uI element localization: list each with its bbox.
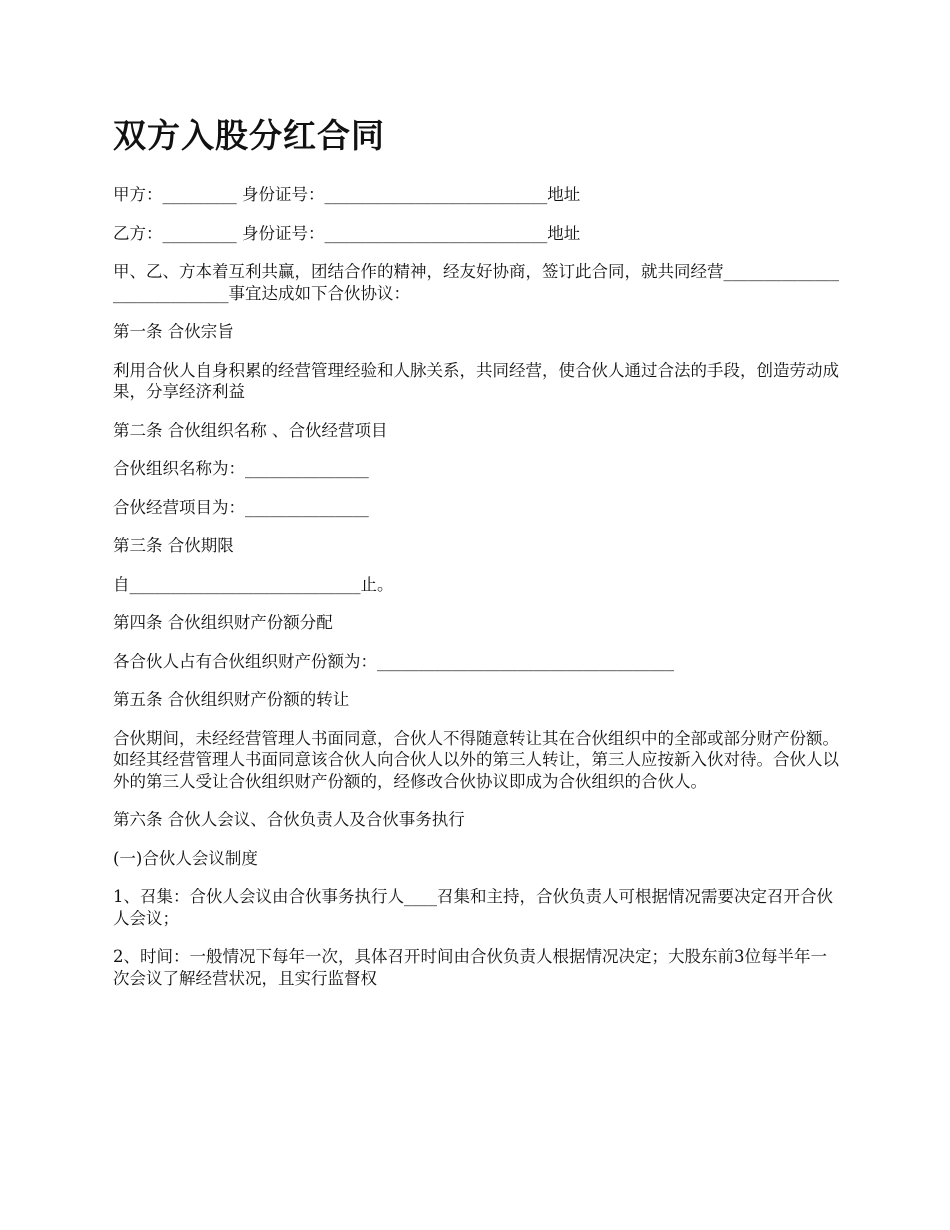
party-a-line: 甲方：_________ 身份证号：___________________________地址 — [113, 185, 581, 204]
meeting-convening-clause: 1、召集：合伙人会议由合伙事务执行人____召集和主持，合伙负责人可根据情况需要决定召开合伙人会议； — [113, 887, 833, 928]
article-2-heading: 第二条 合伙组织名称 、合伙经营项目 — [113, 420, 388, 440]
article-1-heading: 第一条 合伙宗旨 — [113, 322, 234, 341]
article-5-heading: 第五条 合伙组织财产份额的转让 — [113, 690, 350, 709]
party-b-line: 乙方：_________ 身份证号：___________________________地址 — [113, 223, 581, 243]
business-project-line: 合伙经营项目为：_______________ — [113, 497, 369, 517]
preamble-paragraph: 甲、乙、方本着互利共赢，团结合作的精神，经友好协商，签订此合同，就共同经营____________________________事宜达成如下合伙协议： — [113, 262, 839, 303]
term-line: 自____________________________止。 — [113, 574, 394, 594]
article-5-text: 合伙期间，未经经营管理人书面同意，合伙人不得随意转让其在合伙组织中的全部或部分财产份额。如经其经营管理人书面同意该合伙人向合伙人以外的第三人转让，第三人应按新入伙对待。合伙人以外的第三人受让合伙组织财产份额的，经修改合伙协议即成为合伙组织的合伙人。 — [113, 728, 839, 791]
organization-name-line: 合伙组织名称为：_______________ — [113, 459, 369, 478]
meeting-system-heading: (一)合伙人会议制度 — [113, 848, 258, 868]
article-3-heading: 第三条 合伙期限 — [113, 536, 234, 555]
meeting-time-clause: 2、时间：一般情况下每年一次，具体召开时间由合伙负责人根据情况决定；大股东前3位每半年一次会议了解经营状况，且实行监督权 — [113, 947, 827, 988]
article-4-heading: 第四条 合伙组织财产份额分配 — [113, 613, 333, 632]
contract-body — [113, 112, 841, 1006]
article-6-heading: 第六条 合伙人会议、合伙负责人及合伙事务执行 — [113, 810, 465, 829]
article-1-text: 利用合伙人自身积累的经营管理经验和人脉关系，共同经营，使合伙人通过合法的手段，创造劳动成果，分享经济利益 — [113, 360, 839, 401]
document-title: 双方入股分红合同 — [113, 116, 385, 155]
share-allocation-line: 各合伙人占有合伙组织财产份额为：____________________________________ — [113, 651, 674, 671]
